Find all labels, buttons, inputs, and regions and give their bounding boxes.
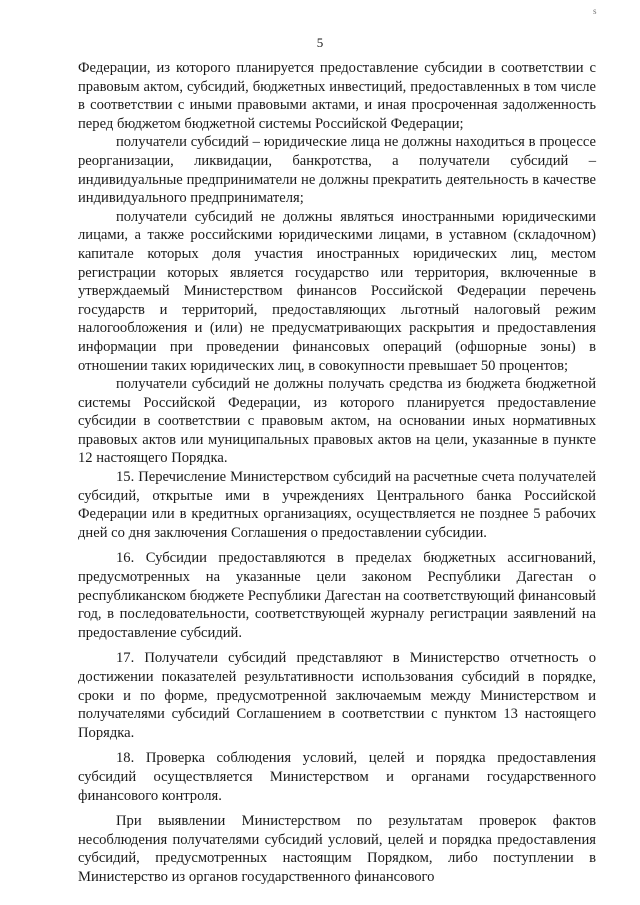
paragraph-item-18: 18. Проверка соблюдения условий, целей и порядка предоставления субсидий осуществляется Министерством и органами государственного финансового контроля. bbox=[78, 750, 596, 804]
paragraph-item-16: 16. Субсидии предоставляются в пределах бюджетных ассигнований, предусмотренных на указанные цели законом Республики Дагестан о республиканском бюджете Республики Дагестан на соответствующий финансовый год, в последовательности, соответствующей журналу регистрации заявлений на предоставление субсидий. bbox=[78, 550, 596, 641]
paragraph-no-other-funds: получатели субсидий не должны получать средства из бюджета бюджетной системы Российской Федерации, из которого планируется предоставление субсидии в соответствии с правовым актом, на основании иных нормативных правовых актов или муниципальных правовых актов на цели, указанные в пункте 12 настоящего Порядка. bbox=[78, 376, 596, 467]
corner-mark: s bbox=[593, 6, 597, 16]
document-body bbox=[78, 59, 596, 887]
paragraph-foreign-entities: получатели субсидий не должны являться иностранными юридическими лицами, а также российскими юридическими лицами, в уставном (складочном) капитале которых доля участия иностранных юридических лиц, местом регистрации которых является государство или территория, включенные в утверждаемый Министерством финансов Российской Федерации перечень государств и территорий, предоставляющих льготный налоговый режим налогообложения и (или) не предусматривающих раскрытия и предоставления информации при проведении финансовых операций (офшорные зоны) в отношении таких юридических лиц, в совокупности превышает 50 процентов; bbox=[78, 208, 596, 374]
page-number: 5 bbox=[316, 35, 324, 50]
paragraph-item-17: 17. Получатели субсидий представляют в Министерство отчетность о достижении показателей результативности использования субсидий в порядке, сроки и по форме, предусмотренной заключаемым между Министерством и получателями субсидий Соглашением в соответствии с пунктом 13 настоящего Порядка. bbox=[78, 650, 596, 741]
paragraph-continuation: Федерации, из которого планируется предоставление субсидии в соответствии с правовым актом, субсидий, бюджетных инвестиций, предоставленных в том числе в соответствии с иными правовыми актами, и иная просроченная задолженность перед бюджетом бюджетной системы Российской Федерации; bbox=[78, 60, 596, 132]
paragraph-reorganization: получатели субсидий – юридические лица не должны находиться в процессе реорганизации, ликвидации, банкротства, а получатели субсидий – индивидуальные предприниматели не должны прекратить деятельность в качестве индивидуального предпринимателя; bbox=[78, 134, 596, 207]
paragraph-item-15: 15. Перечисление Министерством субсидий на расчетные счета получателей субсидий, открытые ими в учреждениях Центрального банка Российской Федерации или в кредитных организациях, осуществляется не позднее 5 рабочих дней со дня заключения Соглашения о предоставлении субсидии. bbox=[78, 469, 596, 541]
paragraph-violations: При выявлении Министерством по результатам проверок фактов несоблюдения получателями субсидий условий, целей и порядка предоставления субсидий, предусмотренных настоящим Порядком, либо поступлении в Министерство из органов государственного финансового bbox=[78, 813, 596, 885]
